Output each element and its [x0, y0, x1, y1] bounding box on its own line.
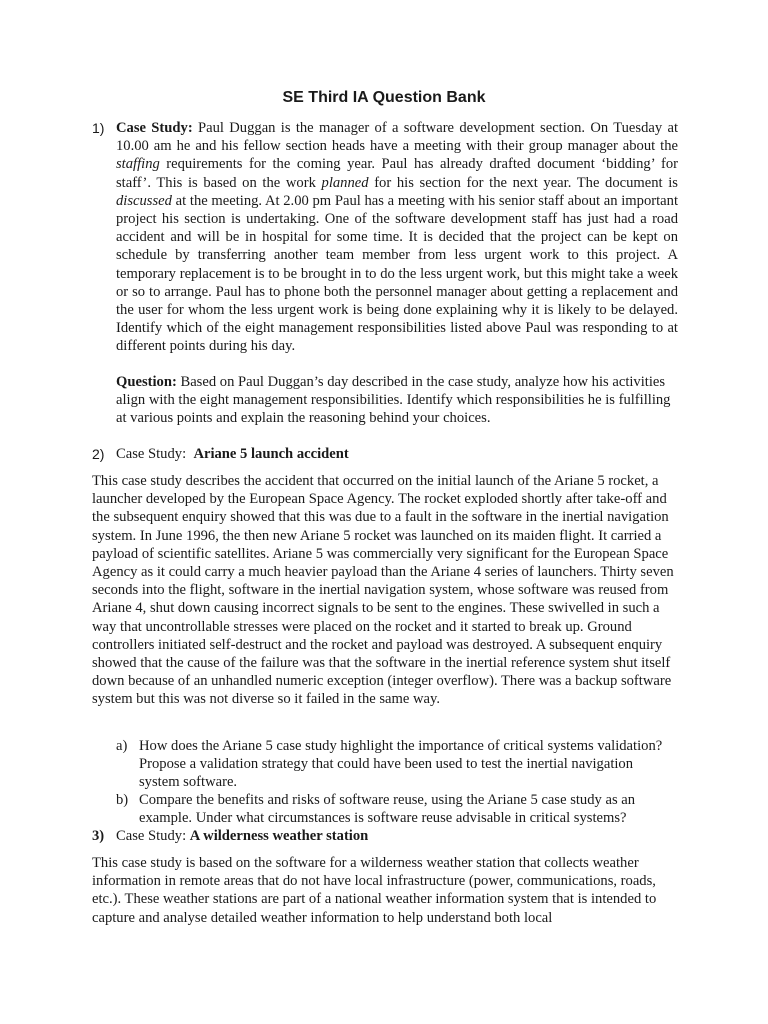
weather-station-body	[92, 854, 676, 927]
text-run: at the meeting. At 2.00 pm Paul has a meeting with his senior staff about an important project his section is undertaking. One of the software development staff has just had a road accident and will be in hospital for some time. It is decided that the project can be kept on schedule by transferring another team member from less urgent work to this project. A temporary replacement is to be brought in to do the less urgent work, but this might take a week or so to arrange. Paul has to phone both the personnel manager about getting a replacement and the user for whom the less urgent work is being done explaining why it is likely to be delayed. Identify which of the eight management responsibilities listed above Paul was responding to at different points during his day.	[116, 192, 678, 355]
case-study-heading	[116, 827, 678, 845]
question-2	[92, 445, 678, 463]
ariane-body	[92, 472, 676, 709]
italic-run: planned	[321, 174, 369, 191]
page-title: SE Third IA Question Bank	[282, 89, 486, 106]
question-number: 2)	[92, 446, 105, 462]
sub-question-letter: a)	[116, 738, 128, 754]
question-3	[92, 827, 678, 845]
question-1	[92, 119, 678, 356]
question-1-prompt	[92, 373, 678, 428]
sub-question-b	[116, 791, 676, 827]
case-study-title: Ariane 5 launch accident	[193, 446, 349, 462]
case-study-label: Case Study:	[116, 828, 190, 844]
case-study-title: A wilderness weather station	[189, 828, 369, 844]
text-run: requirements for the coming year. Paul has already drafted document ‘bidding’ for staff’. This is based on the work	[116, 156, 678, 191]
case-study-heading	[116, 445, 678, 463]
body-paragraph: This case study is based on the software for a wilderness weather station that collects weather information in remote areas that do not have local infrastructure (power, communications, roads, etc.). These weather stations are part of a national weather information system that is intended to capture and analyse detailed weather information to help understand both local	[92, 855, 657, 926]
sub-question-a	[116, 737, 676, 792]
text-run: Based on Paul Duggan’s day described in the case study, analyze how his activities align with the eight management responsibilities. Identify which responsibilities he is fulfilling at various points and explain the reasoning behind your choices.	[116, 374, 671, 427]
text-run: for his section for the next year. The document is	[368, 174, 678, 191]
sub-question-text: Compare the benefits and risks of software reuse, using the Ariane 5 case study as an example. Under what circumstances is software reuse advisable in critical systems?	[139, 792, 636, 827]
italic-run: staffing	[116, 156, 160, 173]
question-number: 1)	[92, 120, 105, 136]
case-study-label: Case Study:	[116, 446, 194, 462]
question-number: 3)	[92, 828, 105, 844]
body-paragraph: This case study describes the accident that occurred on the initial launch of the Ariane 5 rocket, a launcher developed by the European Space Agency. The rocket exploded shortly after take-off and the subsequent enquiry showed that this was due to a fault in the software in the inertial navigation system. In June 1996, the then new Ariane 5 rocket was launched on its maiden flight. It carried a payload of scientific satellites. Ariane 5 was commercially very significant for the European Space Agency as it could carry a much heavier payload than the Ariane 4 series of launchers. Thirty seven seconds into the flight, software in the inertial navigation system, whose software was reused from Ariane 4, shut down causing incorrect signals to be sent to the engines. These swivelled in such a way that uncontrollable stresses were placed on the rocket and it started to break up. Ground controllers initiated self-destruct and the rocket and payload was destroyed. A subsequent enquiry showed that the cause of the failure was that the software in the inertial reference system shut itself down because of an unhandled numeric exception (integer overflow). There was a backup software system but this was not diverse so it failed in the same way.	[92, 473, 674, 708]
sub-question-text: How does the Ariane 5 case study highlight the importance of critical systems validation? Propose a validation strategy that could have been used to test the inertial navigation system software.	[139, 738, 663, 791]
case-study-label: Case Study:	[116, 120, 193, 136]
question-paragraph	[116, 373, 678, 428]
sub-question-letter: b)	[116, 792, 129, 808]
text-run: Paul Duggan is the manager of a software development section. On Tuesday at 10.00 am he and his fellow section heads have a meeting with their group manager about the	[116, 120, 678, 155]
italic-run: discussed	[116, 192, 172, 209]
case-study-paragraph	[116, 119, 678, 356]
question-label: Question:	[116, 374, 177, 390]
